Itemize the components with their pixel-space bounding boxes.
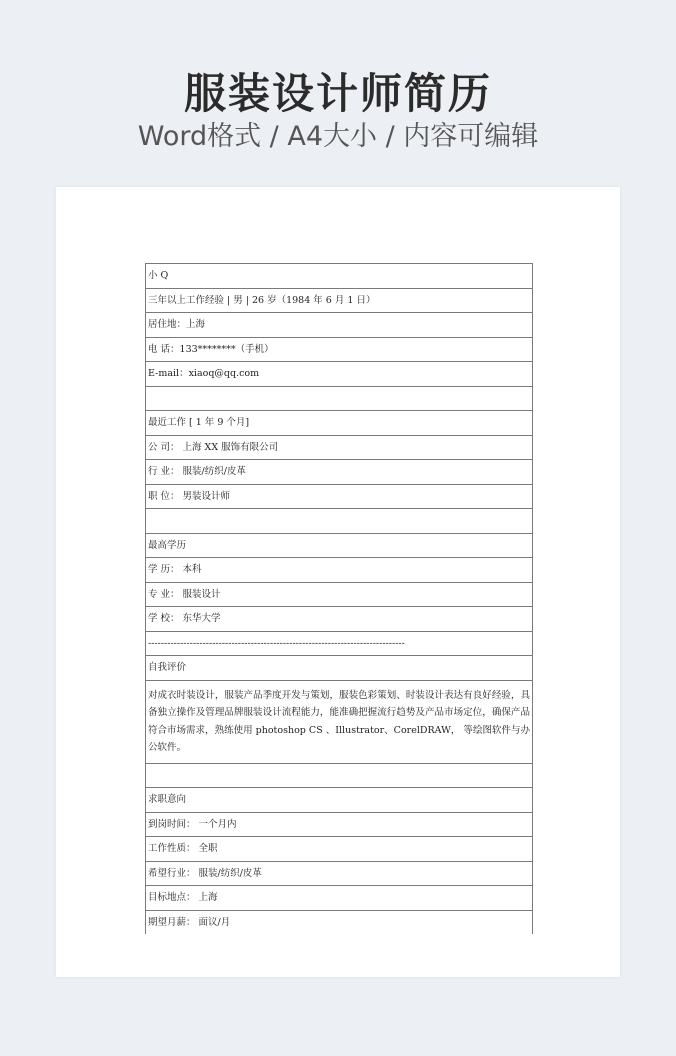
resume-desired-industry: 希望行业： 服装/纺织/皮革 xyxy=(146,862,532,887)
document-page xyxy=(56,187,620,977)
resume-expected-salary: 期望月薪： 面议/月 xyxy=(148,916,231,928)
empty-row xyxy=(146,387,532,412)
resume-school: 学 校： 东华大学 xyxy=(146,607,532,632)
resume-start-time: 到岗时间： 一个月内 xyxy=(146,813,532,838)
resume-major: 专 业： 服装设计 xyxy=(146,583,532,608)
resume-summary: 三年以上工作经验 | 男 | 26 岁（1984 年 6 月 1 日） xyxy=(146,289,532,314)
resume-company: 公 司： 上海 XX 服饰有限公司 xyxy=(146,436,532,461)
self-eval-heading: 自我评价 xyxy=(146,656,532,681)
resume-phone: 电 话：133********（手机） xyxy=(146,338,532,363)
recent-work-heading: 最近工作 [ 1 年 9 个月] xyxy=(146,411,532,436)
resume-table xyxy=(145,263,533,934)
resume-job-type: 工作性质： 全职 xyxy=(146,837,532,862)
resume-email: E-mail：xiaoq@qq.com xyxy=(146,362,532,387)
self-eval-text: 对成衣时装设计，服装产品季度开发与策划，服装色彩策划、时装设计表达有良好经验，具备独立操作及管理品牌服装设计流程能力，能准确把握流行趋势及产品市场定位，确保产品符合市场需求，熟练使用 photoshop CS 、Illustrator、CorelDRAW， 等绘图软件与办公软件。 xyxy=(146,681,532,764)
resume-name: 小 Q xyxy=(146,264,532,289)
empty-row xyxy=(146,509,532,534)
page-title: 服装设计师简历 xyxy=(183,69,492,118)
resume-location: 居住地：上海 xyxy=(146,313,532,338)
divider-line: -------------------------------------------------------------------------------- xyxy=(146,632,532,657)
resume-degree: 学 历： 本科 xyxy=(146,558,532,583)
resume-position: 职 位： 男装设计师 xyxy=(146,485,532,510)
intent-heading: 求职意向 xyxy=(146,788,532,813)
education-heading: 最高学历 xyxy=(146,534,532,559)
resume-target-location: 目标地点： 上海 xyxy=(146,886,532,911)
empty-row xyxy=(146,764,532,789)
resume-industry: 行 业： 服装/纺织/皮革 xyxy=(146,460,532,485)
page-subtitle: Word格式 / A4大小 / 内容可编辑 xyxy=(137,121,539,152)
